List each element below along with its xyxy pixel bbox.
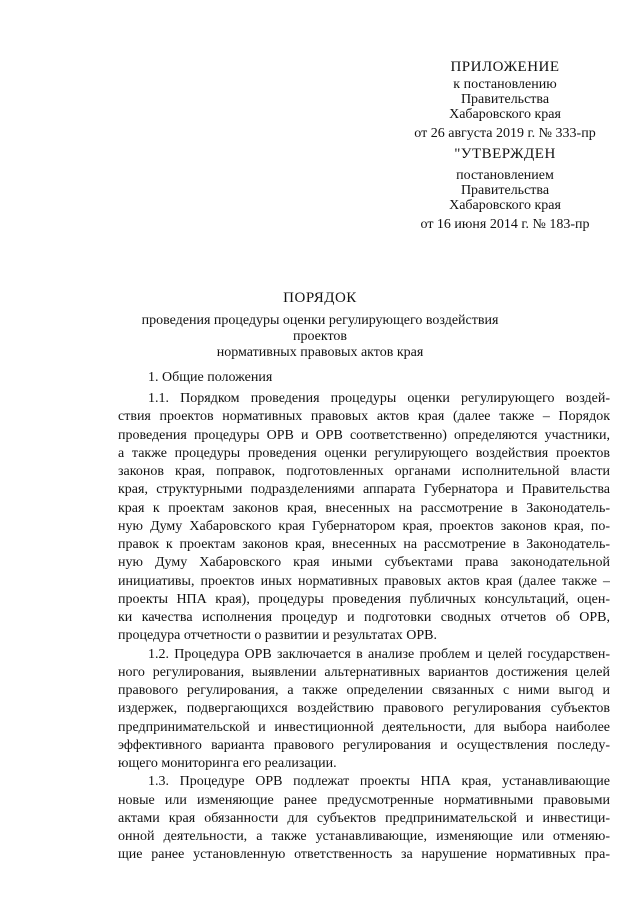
paragraph-line: ющего мониторинга его реализации. [118,756,337,771]
paragraph-line: правового регулирования, а также определении связанных с ними выгод и [118,683,610,698]
paragraph-line: правок к проектам законов края, внесенных на рассмотрение в Законодатель- [118,537,610,552]
paragraph-line: актами края обязанности для субъектов предпринимательской и инвестици- [118,810,610,826]
subtitle-line: нормативных правовых актов края [216,345,424,360]
paragraph-line: 1.2. Процедура ОРВ заключается в анализе проблем и целей государствен- [148,646,610,662]
appendix-line: Хабаровского края [449,107,561,122]
appendix-title: ПРИЛОЖЕНИЕ [450,59,560,75]
paragraph-line: эффективного варианта правового регулирования и осуществления последу- [118,737,610,753]
appendix-date-line: от 26 августа 2019 г. № 333-пр [414,126,596,141]
appendix-line: к постановлению [453,77,557,92]
approved-date-line: от 16 июня 2014 г. № 183-пр [420,217,590,232]
paragraph-line: проекты НПА края), процедуры проведения публичных консультаций, оцен- [118,591,610,607]
paragraph-line: 1.1. Порядком проведения процедуры оценки регулирующего воздей- [148,391,610,406]
paragraph-line: ного регулирования, выявлении альтернативных вариантов достижения целей [118,664,610,680]
paragraph-line: издержек, подвергающихся воздействию правового регулирования субъектов [118,701,610,717]
approved-title: "УТВЕРЖДЕН [454,146,556,162]
paragraph-line: законов края, поправок, подготовленных органами исполнительной власти [118,464,610,479]
paragraph-line: предпринимательской и инвестиционной деятельности, для выбора наиболее [118,719,610,735]
body-text [118,390,610,865]
section-heading: 1. Общие положения [148,370,273,385]
approved-line: Правительства [460,183,550,198]
paragraph-line: новые или изменяющие ранее предусмотренные нормативными правовыми [118,792,610,808]
document-subtitle [120,313,520,361]
paragraph-line: ствия проектов нормативных правовых актов края (далее также – Порядок [118,409,610,425]
paragraph-line: ную Думу Хабаровского края Губернатором края, проектов законов края, по- [118,518,610,534]
appendix-line: Правительства [460,92,550,107]
subtitle-line: проведения процедуры оценки регулирующего воздействия проектов [141,313,499,344]
paragraph-line: процедура отчетности о развитии и результатах ОРВ. [118,628,437,644]
paragraph-line: 1.3. Процедуре ОРВ подлежат проекты НПА края, устанавливающие [148,774,610,790]
paragraph-line: онной деятельности, а также устанавливающие, изменяющие или отменяю- [118,829,610,844]
document-title: ПОРЯДОК [283,290,357,306]
paragraph-line: а также процедуры проведения оценки регулирующего воздействия проектов [118,445,610,461]
paragraph-line: ки качества исполнения процедур и подготовки сводных отчетов об ОРВ, [118,610,610,625]
approved-line: Хабаровского края [449,198,561,213]
paragraph-line: ную Думу Хабаровского края иными субъектами права законодательной [118,555,610,571]
approved-line: постановлением [456,168,554,183]
approval-header [400,58,610,232]
paragraph-line: проведения процедуры ОРВ и ОРВ соответственно) определяются участники, [118,427,610,443]
paragraph-line: края, структурными подразделениями аппарата Губернатора и Правительства [118,482,610,498]
paragraph-line: края к проектам законов края, внесенных на рассмотрение в Законодатель- [118,500,610,516]
paragraph-line: щие ранее установленную ответственность за нарушение нормативных пра- [118,847,610,863]
paragraph-line: инициативы, проектов иных нормативных правовых актов края (далее также – [118,573,610,589]
